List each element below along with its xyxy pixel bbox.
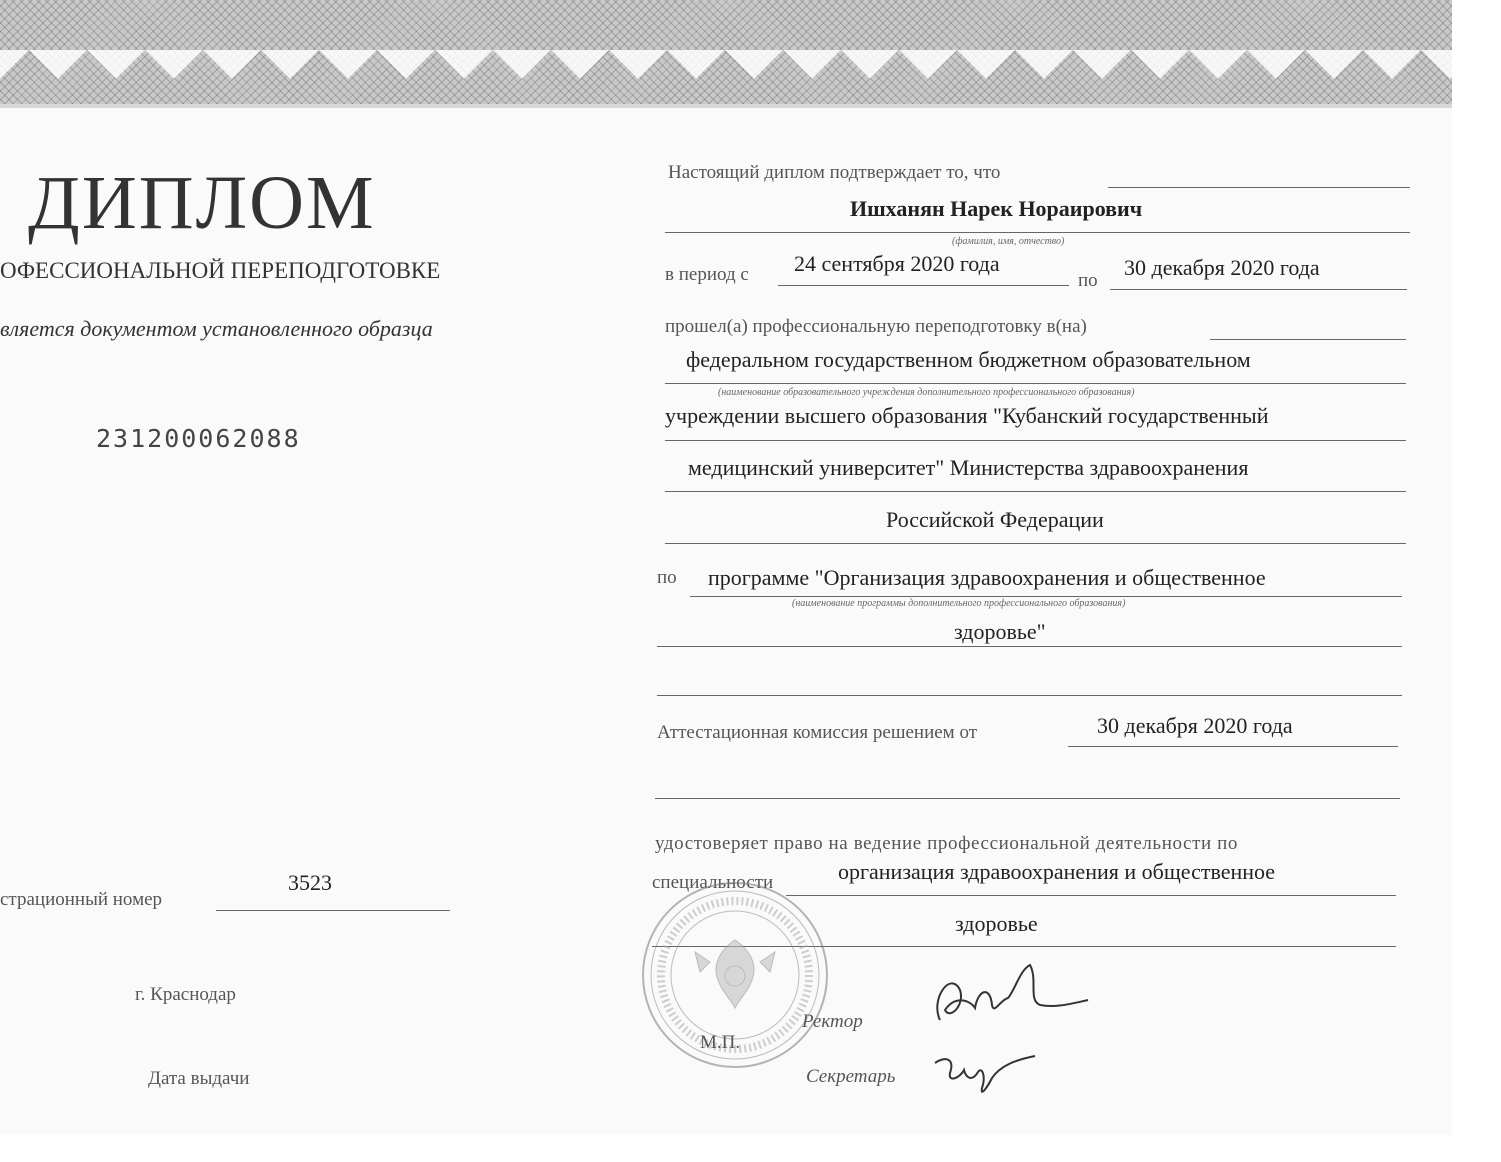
period-to: по — [1078, 270, 1098, 291]
decorative-header-band — [0, 0, 1452, 108]
secretary-label: Секретарь — [806, 1066, 896, 1087]
specialty-label: специальности — [652, 872, 774, 893]
diploma-title: ДИПЛОМ — [28, 161, 376, 245]
confirm-underline — [1108, 187, 1410, 188]
program-prefix: по — [657, 567, 677, 588]
date-from-underline — [778, 285, 1069, 286]
program-line-2: здоровье" — [954, 619, 1046, 644]
city: г. Краснодар — [135, 984, 236, 1005]
confirm-text: Настоящий диплом подтверждает то, что — [668, 162, 1001, 183]
program-hint: (наименование программы дополнительного профессионального образования) — [792, 598, 1126, 609]
passed-underline — [1210, 339, 1406, 340]
commission-date: 30 декабря 2020 года — [1097, 713, 1293, 738]
passed-text: прошел(а) профессиональную переподготовку в(на) — [665, 316, 1087, 337]
graduate-full-name: Ишханян Нарек Нораирович — [850, 196, 1143, 221]
document-note: вляется документом установленного образца — [0, 316, 433, 341]
registration-label: страционный номер — [0, 889, 163, 910]
institution-hint: (наименование образовательного учреждения дополнительного профессионального образования) — [718, 387, 1135, 398]
certifies-text: удостоверяет право на ведение профессиональной деятельности по — [655, 833, 1238, 854]
name-hint: (фамилия, имя, отчество) — [952, 236, 1065, 247]
institution-line-3: медицинский университет" Министерства здравоохранения — [688, 455, 1249, 480]
diploma-subtitle: ОФЕССИОНАЛЬНОЙ ПЕРЕПОДГОТОВКЕ — [0, 258, 441, 283]
institution-line-2-underline — [665, 440, 1406, 441]
institution-line-3-underline — [665, 491, 1406, 492]
rector-label: Ректор — [802, 1011, 863, 1032]
serial-number: 231200062088 — [96, 424, 301, 453]
mp-label: М.П. — [700, 1032, 741, 1053]
commission-date-underline — [1068, 746, 1398, 747]
date-from: 24 сентября 2020 года — [794, 251, 1000, 276]
specialty-line-1: организация здравоохранения и общественное — [838, 859, 1276, 884]
institution-line-1-underline — [665, 383, 1406, 384]
program-line-2-underline — [657, 646, 1402, 647]
date-to-underline — [1110, 289, 1407, 290]
registration-number: 3523 — [288, 870, 332, 895]
issue-date-label: Дата выдачи — [148, 1068, 250, 1089]
name-underline — [665, 232, 1410, 233]
date-to: 30 декабря 2020 года — [1124, 255, 1320, 280]
institution-line-4: Российской Федерации — [886, 507, 1104, 532]
program-line-1-underline — [690, 596, 1402, 597]
secretary-signature — [930, 1048, 1040, 1103]
institution-line-2: учреждении высшего образования "Кубанский государственный — [665, 403, 1269, 428]
registration-underline — [216, 910, 450, 911]
specialty-line-1-underline — [786, 895, 1396, 896]
period-prefix: в период с — [665, 264, 749, 285]
commission-blank-underline — [655, 798, 1400, 799]
institution-line-4-underline — [665, 543, 1406, 544]
rector-signature — [920, 960, 1100, 1040]
institution-line-1: федеральном государственном бюджетном образовательном — [686, 347, 1251, 372]
blank-underline — [657, 695, 1402, 696]
specialty-line-2: здоровье — [955, 911, 1038, 936]
commission-text: Аттестационная комиссия решением от — [657, 722, 977, 743]
program-line-1: программе "Организация здравоохранения и общественное — [708, 565, 1266, 590]
header-band-edge — [0, 104, 1452, 108]
